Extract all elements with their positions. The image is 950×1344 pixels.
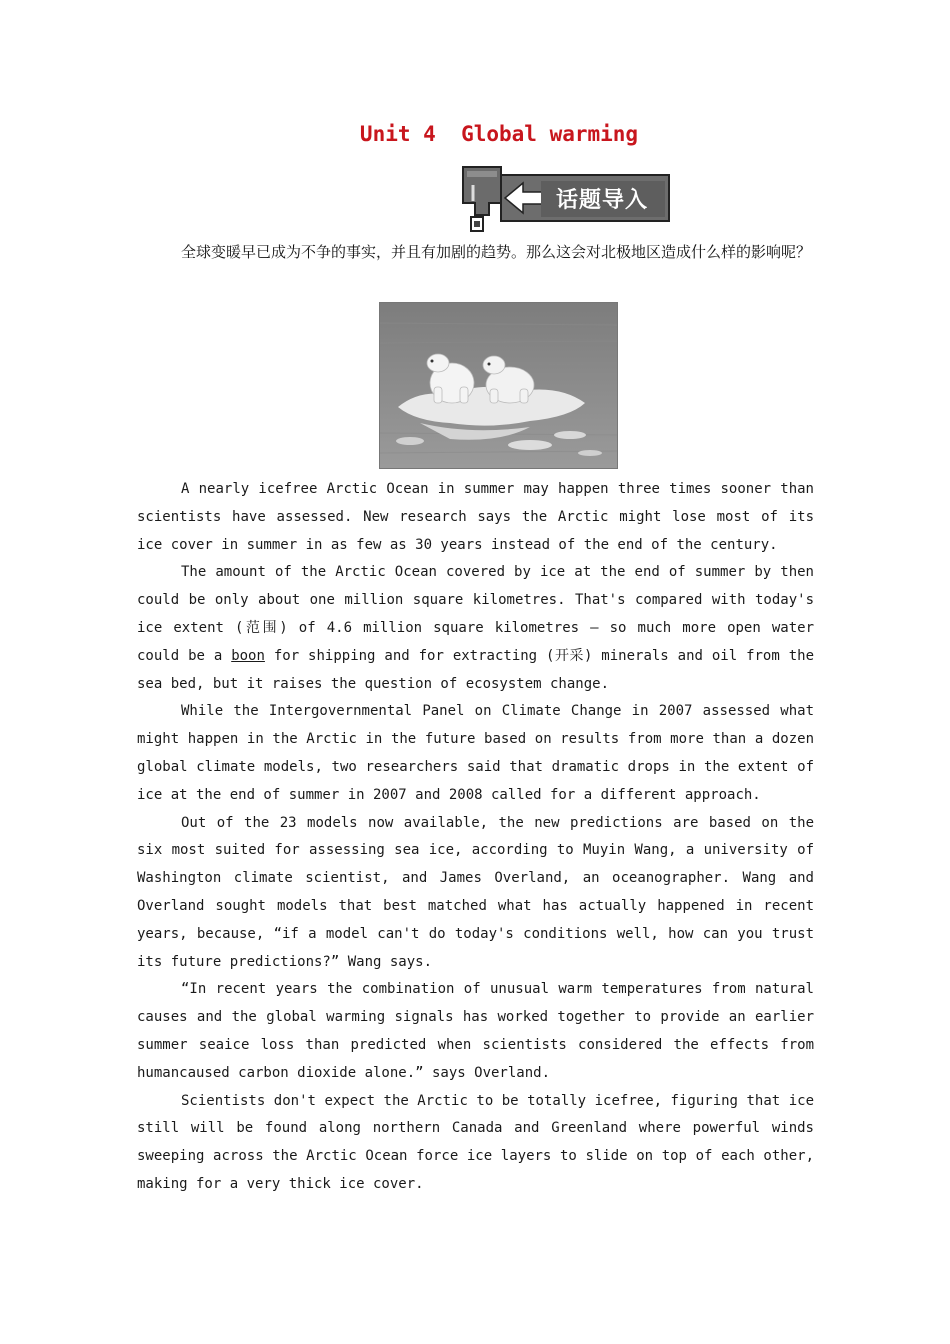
article-body <box>137 476 814 1199</box>
polar-bears-photo <box>379 302 618 469</box>
paragraph-2-text-b: for shipping and for extracting (开采) minerals and oil from the sea bed, but it raises the question of ecosystem change. <box>137 647 814 692</box>
article-paragraph-1: A nearly icefree Arctic Ocean in summer may happen three times sooner than scientists have assessed. New research says the Arctic might lose most of its ice cover in summer in as few as 30 years instead of the end of the century. <box>137 481 814 553</box>
paragraph-2-text-a: The amount of the Arctic Ocean covered by ice at the end of summer by then could be only about one million square kilometres. That's compared with today's ice extent (范围) of 4.6 million square kilometres — so much more open water could be a <box>137 564 814 664</box>
intro-paragraph: 全球变暖早已成为不争的事实，并且有加剧的趋势。那么这会对北极地区造成什么样的影响呢？ <box>181 243 812 261</box>
pointing-hand-icon <box>463 167 501 231</box>
article-paragraph-5: “In recent years the combination of unusual warm temperatures from natural causes and the global warming signals has worked together to provide an earlier summer seaice loss than predicted when scientists considered the effects from humancaused carbon dioxide alone.” says Overland. <box>137 981 814 1081</box>
underlined-word-boon: boon <box>231 647 265 664</box>
article-paragraph-2 <box>137 559 814 698</box>
article-paragraph-4: Out of the 23 models now available, the new predictions are based on the six most suited for assessing sea ice, according to Muyin Wang, a university of Washington climate scientist, and James Overland, an oceanographer. Wang and Overland sought models that best matched what has actually happened in recent years, because, “if a model can't do today's conditions well, how can you trust its future predictions?” Wang says. <box>137 814 814 970</box>
article-paragraph-3: While the Intergovernmental Panel on Climate Change in 2007 assessed what might happen in the Arctic in the future based on results from more than a dozen global climate models, two researchers said that dramatic drops in the extent of ice at the end of summer in 2007 and 2008 called for a different approach. <box>137 703 814 803</box>
article-paragraph-6: Scientists don't expect the Arctic to be totally icefree, figuring that ice still will be found along northern Canada and Greenland where powerful winds sweeping across the Arctic Ocean force ice layers to slide on top of each other, making for a very thick ice cover. <box>137 1092 814 1192</box>
unit-title: Unit 4 Global warming <box>359 122 639 146</box>
topic-intro-label: 话题导入 <box>555 188 648 213</box>
